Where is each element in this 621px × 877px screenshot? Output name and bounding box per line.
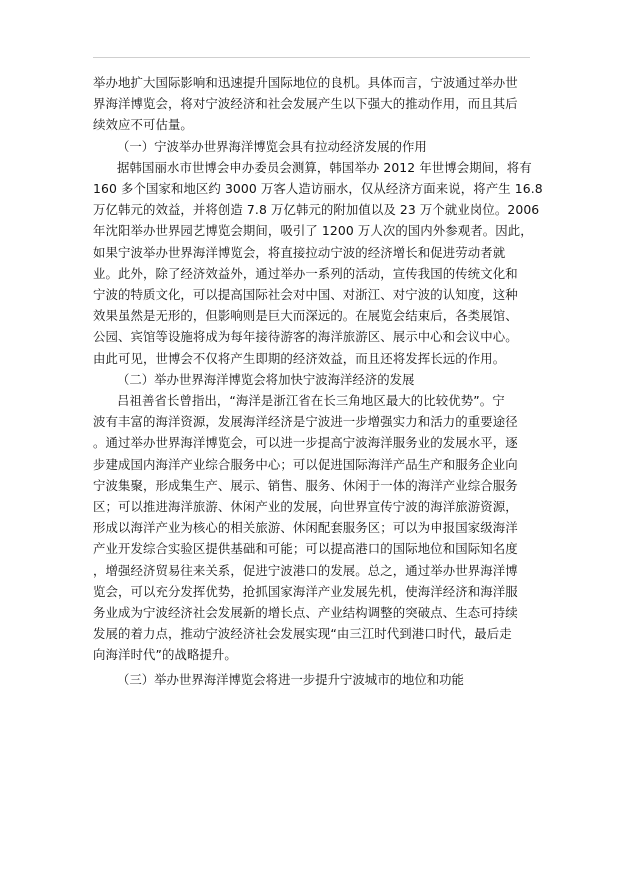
paragraph-economic-effect	[93, 157, 543, 369]
text-line: 公园、宾馆等设施将成为每年接待游客的海洋旅游区、展示中心和会议中心。	[93, 329, 518, 345]
text-line: 览会，可以充分发挥优势，抢抓国家海洋产业发展先机，使海洋经济和海洋服	[93, 583, 518, 599]
text-line: 举办地扩大国际影响和迅速提升国际地位的良机。具体而言，宁波通过举办世	[93, 75, 518, 90]
text-line: 年沈阳举办世界园艺博览会期间，吸引了 1200 万人次的国内外参观者。因此，	[93, 223, 533, 239]
section-heading-2: （二）举办世界海洋博览会将加快宁波海洋经济的发展	[117, 371, 415, 387]
text-line: 续效应不可估量。	[93, 117, 193, 133]
paragraph-intro	[93, 72, 529, 136]
text-line: 宁波的特质文化，可以提高国际社会对中国、对浙江、对宁波的认知度，这种	[93, 287, 518, 303]
text-line: 区；可以推进海洋旅游、休闲产业的发展，向世界宣传宁波的海洋旅游资源，	[93, 499, 518, 515]
text-line: 。通过举办世界海洋博览会，可以进一步提高宁波海洋服务业的发展水平，逐	[93, 435, 518, 451]
page-body	[93, 72, 543, 690]
text-line: 务业成为宁波经济社会发展新的增长点、产业结构调整的突破点、生态可持续	[93, 605, 518, 621]
text-line: 形成以海洋产业为核心的相关旅游、休闲配套服务区；可以为申报国家级海洋	[93, 520, 518, 536]
text-line: 效果虽然是无形的，但影响则是巨大而深远的。在展览会结束后，各类展馆、	[93, 308, 518, 324]
text-line: 160 多个国家和地区约 3000 万客人造访丽水，仅从经济方面来说，将产生 16.8	[93, 181, 543, 197]
text-line: 万亿韩元的效益，并将创造 7.8 万亿韩元的附加值以及 23 万个就业岗位。2006	[93, 202, 540, 218]
text-line: 如果宁波举办世界海洋博览会，将直接拉动宁波的经济增长和促进劳动者就	[93, 244, 506, 260]
section-heading-3: （三）举办世界海洋博览会将进一步提升宁波城市的地位和功能	[117, 671, 464, 687]
text-line: 据韩国丽水市世博会申办委员会测算，韩国举办 2012 年世博会期间，将有	[117, 159, 532, 175]
section-heading-1: （一）宁波举办世界海洋博览会具有拉动经济发展的作用	[117, 138, 427, 154]
text-line: 吕祖善省长曾指出，“海洋是浙江省在长三角地区最大的比较优势”。宁	[117, 393, 505, 409]
text-line: ，增强经济贸易往来关系，促进宁波港口的发展。总之，通过举办世界海洋博	[93, 562, 518, 578]
text-line: 由此可见，世博会不仅将产生即期的经济效益，而且还将发挥长远的作用。	[93, 350, 506, 366]
text-line: 发展的着力点，推动宁波经济社会发展实现“由三江时代到港口时代，最后走	[93, 626, 512, 642]
text-line: 波有丰富的海洋资源，发展海洋经济是宁波进一步增强实力和活力的重要途径	[93, 414, 518, 430]
text-line: 界海洋博览会，将对宁波经济和社会发展产生以下强大的推动作用，而且其后	[93, 96, 518, 112]
text-line: 宁波集聚，形成集生产、展示、销售、服务、休闲于一体的海洋产业综合服务	[93, 477, 518, 493]
text-line: 向海洋时代”的战略提升。	[93, 647, 237, 663]
header-rule	[93, 57, 530, 58]
text-line: 产业开发综合实验区提供基础和可能；可以提高港口的国际地位和国际知名度	[93, 541, 518, 557]
paragraph-marine-economy	[93, 390, 529, 666]
text-line: 步建成国内海洋产业综合服务中心；可以促进国际海洋产品生产和服务企业向	[93, 456, 518, 472]
text-line: 业。此外，除了经济效益外，通过举办一系列的活动，宣传我国的传统文化和	[93, 265, 518, 281]
